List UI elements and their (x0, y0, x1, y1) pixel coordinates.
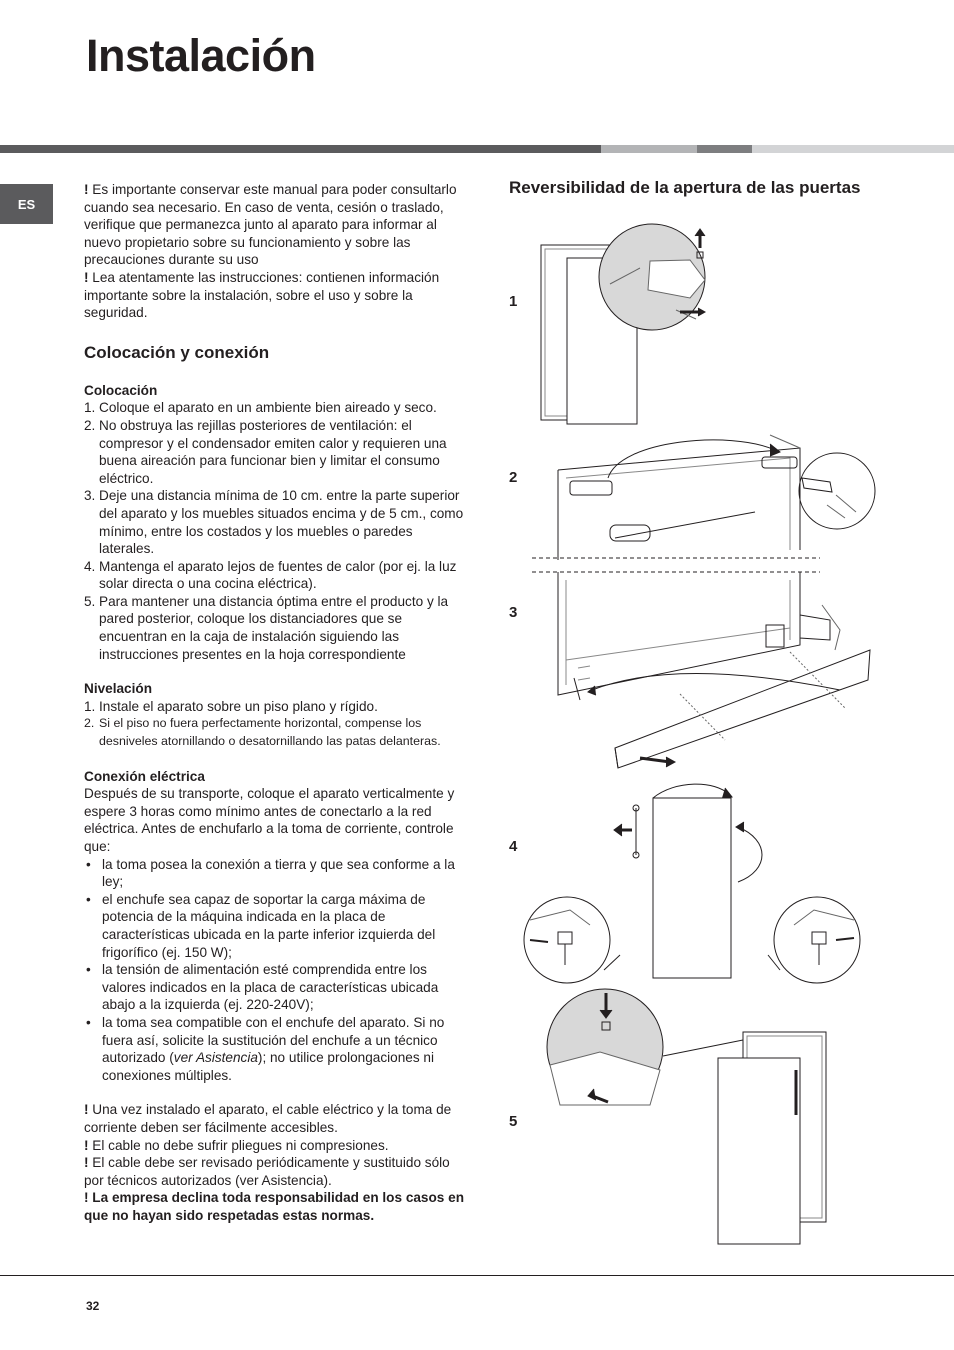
conexion-bullets (84, 856, 464, 1085)
step-number-3: 3 (509, 604, 518, 621)
list-item: • la tensión de alimentación esté comprendida entre los valores indicados en la placa de características ubicada abajo a la izquierda (ej. 220-240V); (84, 961, 464, 1014)
warning-3: ! El cable debe ser revisado periódicamente y sustituido sólo por técnicos autorizados (ver Asistencia). (84, 1155, 450, 1188)
conexion-heading: Conexión eléctrica (84, 768, 205, 784)
list-item: • el enchufe sea capaz de soportar la carga máxima de potencia de la máquina indicada en la placa de características ubicada en la parte inferior izquierda del frigorífico (ej. 150 W); (84, 891, 464, 961)
colocacion-list (84, 399, 464, 663)
reversibility-title: Reversibilidad de la apertura de las puertas (509, 178, 861, 197)
list-item: 4. Mantenga el aparato lejos de fuentes de calor (por ej. la luz solar directa o una cocina eléctrica). (84, 558, 457, 592)
header-bar-pale (752, 145, 954, 153)
warning-2: ! El cable no debe sufrir pliegues ni compresiones. (84, 1137, 389, 1153)
conexion-intro: Después de su transporte, coloque el aparato verticalmente y espere 3 horas como mínimo antes de conectarlo a la red eléctrica. Antes de enchufarlo a la toma de corriente, controle que: (84, 786, 455, 854)
intro-paragraph-2: ! Lea atentamente las instrucciones: contienen información importante sobre la instalación, sobre el uso y sobre la seguridad. (84, 269, 440, 321)
list-item: 5. Para mantener una distancia óptima entre el producto y la pared posterior, coloque los distanciadores que se encuentran en la caja de instalación siguiendo las instrucciones presentes en la hoja correspondiente (84, 593, 449, 662)
section-title: Colocación y conexión (84, 342, 270, 362)
step-number-2: 2 (509, 469, 518, 486)
header-bar-light (601, 145, 697, 153)
list-item: 2. Si el piso no fuera perfectamente horizontal, compense los desniveles atornillando o desatornillando las patas delanteras. (84, 716, 441, 749)
nivelacion-list (84, 698, 464, 751)
left-column (84, 181, 464, 1224)
colocacion-heading: Colocación (84, 382, 158, 398)
step5-figure (547, 989, 826, 1244)
step4-figure (524, 784, 860, 983)
header-bar-dark (0, 145, 601, 153)
step-number-5: 5 (509, 1113, 518, 1130)
list-item: 2. No obstruya las rejillas posteriores de ventilación: el compresor y el condensador emiten calor y requieren una buena aireación para funcionar bien y limitar el consumo eléctrico. (84, 417, 447, 486)
list-item: 1. Instale el aparato sobre un piso plano y rígido. (84, 698, 378, 714)
list-item: 3. Deje una distancia mínima de 10 cm. entre la parte superior del aparato y los muebles situados encima y de 5 cm., como mínimo, entre los costados y los muebles o paredes laterales. (84, 488, 464, 557)
intro-paragraph-1: ! Es importante conservar este manual para poder consultarlo cuando sea necesario. En caso de venta, cesión o traslado, verifique que permanezca junto al aparato para informar al nuevo propietario sobre su funcionamiento y sobre las precauciones durante su uso (84, 182, 457, 268)
step3-figure (558, 572, 870, 768)
step1-figure (541, 224, 705, 424)
door-reversal-illustration (500, 220, 900, 1255)
page-title: Instalación (86, 30, 316, 81)
final-warning: ! La empresa declina toda responsabilidad en los casos en que no hayan sido respetadas estas normas. (84, 1190, 464, 1223)
step-number-4: 4 (509, 838, 518, 855)
list-item: • la toma posea la conexión a tierra y que sea conforme a la ley; (84, 856, 464, 891)
list-item: • la toma sea compatible con el enchufe del aparato. Si no fuera así, solicite la sustitución del enchufe a un técnico autorizado (ver Asistencia); no utilice prolongaciones ni conexiones múltiples. (84, 1014, 464, 1084)
nivelacion-heading: Nivelación (84, 681, 152, 697)
footer-rule (0, 1275, 954, 1276)
header-bar-mid (697, 145, 752, 153)
page-number: 32 (86, 1299, 100, 1313)
warning-1: ! Una vez instalado el aparato, el cable eléctrico y la toma de corriente deben ser fácilmente accesibles. (84, 1102, 452, 1135)
step-number-1: 1 (509, 293, 518, 310)
step2-figure (558, 435, 875, 560)
language-tab: ES (0, 184, 53, 224)
list-item: 1. Coloque el aparato en un ambiente bien aireado y seco. (84, 400, 437, 416)
